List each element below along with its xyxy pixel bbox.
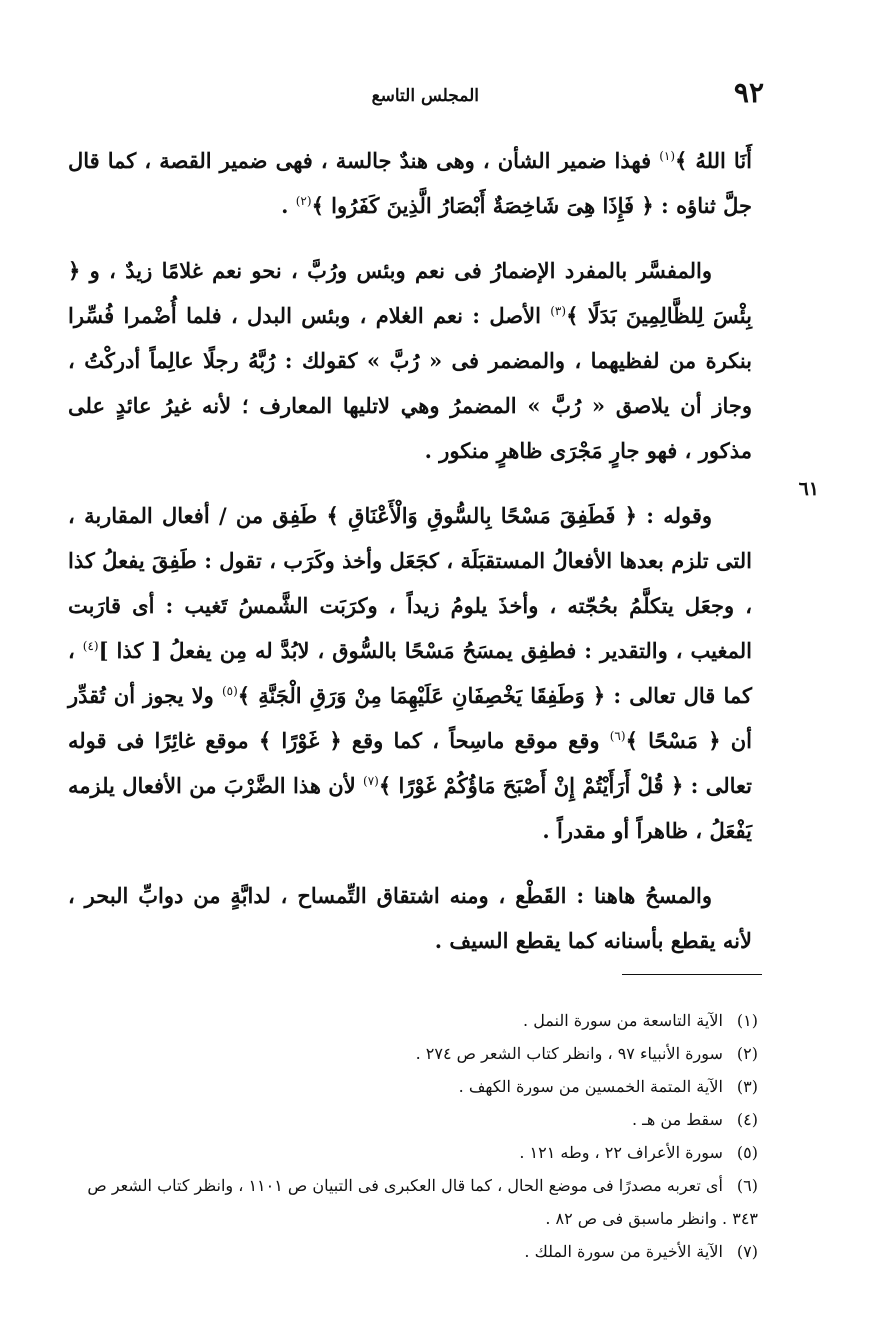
paragraph-2 <box>68 248 752 473</box>
footnote-text: سورة الأنبياء ٩٧ ، وانظر كتاب الشعر ص ٢٧٤ . <box>415 1044 723 1063</box>
footnote-number: (٢) <box>736 1044 758 1063</box>
footnote-text: سقط من هـ . <box>632 1110 723 1129</box>
footnote-ref: (٥) <box>221 684 238 698</box>
paragraph-text: الأصل : نعم الغلام ، وبئس البدل ، فلما أُضْمرا فُسِّرا بنكرة من لفظيهما ، والمضمر فى « رُبَّ » كقولك : رُبَّهُ رجلًا عالِماً أدركْتُ ، وجاز أن يلاصق « رُبَّ » المضمرُ وهي لاتليها المعارف ؛ لأنه غيرُ عائدٍ على مذكور ، فهو جارٍ مَجْرَى ظاهرٍ منكور . <box>68 303 752 463</box>
footnote-ref: (٧) <box>363 774 379 788</box>
footnote-number: (١) <box>736 1011 758 1030</box>
footnote-ref: (١) <box>659 149 676 163</box>
footnote-number: (٦) <box>736 1176 758 1195</box>
footnote-text: أى تعربه مصدرًا فى موضع الحال ، كما قال العكبرى فى التبيان ص ١١٠١ ، وانظر كتاب الشعر ص ٣٤٣ . وانظر ماسبق فى ص ٨٢ . <box>87 1176 758 1228</box>
footnote-7 <box>68 1235 758 1268</box>
footnote-number: (٣) <box>736 1077 758 1096</box>
footnote-text: سورة الأعراف ٢٢ ، وطه ١٢١ . <box>519 1143 723 1162</box>
paragraph-1 <box>68 138 752 228</box>
paragraph-text: وقوله : ﴿ فَطَفِقَ مَسْحًا بِالسُّوقِ وَالْأَعْنَاقِ ﴾ طَفِق من / أفعال المقاربة ، التى تلزم بعدها الأفعالُ المستقبَلَة ، كجَعَل وأخذ وكَرَب ، تقول : طَفِقَ يفعلُ كذا ، وجعَل يتكلَّمُ بحُجّته ، وأخذَ يلومُ زيداً ، وكرَبَت الشَّمسُ تَغيب : أى قارَبت المغيب ، والتقدير : فطفِق يمسَحُ مَسْحًا بالسُّوق ، لابُدَّ له مِن يفعلُ [ كذا ] <box>68 503 752 663</box>
footnote-2 <box>68 1037 758 1070</box>
body-text <box>68 138 752 963</box>
footnote-text: الآية المتمة الخمسين من سورة الكهف . <box>458 1077 723 1096</box>
page-number: ٩٢ <box>733 76 764 109</box>
footnote-number: (٤) <box>736 1110 758 1129</box>
footnote-6 <box>68 1169 758 1235</box>
footnote-number: (٧) <box>736 1242 758 1261</box>
footnote-text: الآية الأخيرة من سورة الملك . <box>524 1242 723 1261</box>
footnote-ref: (٦) <box>609 729 626 743</box>
footnote-ref: (٤) <box>82 639 99 653</box>
footnote-3 <box>68 1070 758 1103</box>
page-header <box>64 76 764 116</box>
footnote-5 <box>68 1136 758 1169</box>
margin-folio-note: ٦١ <box>798 478 819 500</box>
paragraph-text: ولا يجوز أن تُقدِّر أن ﴿ مَسْحًا ﴾ <box>68 683 752 753</box>
footnote-divider <box>622 974 762 975</box>
paragraph-text: أَنَا اللهُ ﴾ <box>675 148 753 173</box>
footnote-number: (٥) <box>736 1143 758 1162</box>
paragraph-text: لأن هذا الضَّرْبَ من الأفعال يلزمه يَفْعَلُ ، ظاهراً أو مقدراً . <box>68 773 752 843</box>
footnote-4 <box>68 1103 758 1136</box>
footnote-ref: (٢) <box>295 194 312 208</box>
footnotes <box>68 1004 758 1268</box>
footnote-ref: (٣) <box>550 304 567 318</box>
paragraph-text: ، كما قال تعالى : ﴿ وَطَفِقَا يَخْصِفَانِ عَلَيْهِمَا مِنْ وَرَقِ الْجَنَّةِ ﴾ <box>68 638 753 708</box>
paragraph-text: . <box>281 193 296 218</box>
paragraph-text: وقع موقع ماسِحاً ، كما وقع ﴿ غَوْرًا ﴾ موقع غائِرًا فى قوله تعالى : ﴿ قُلْ أَرَأَيْتُمْ إِنْ أَصْبَحَ مَاؤُكُمْ غَوْرًا ﴾ <box>68 728 752 798</box>
footnote-text: الآية التاسعة من سورة النمل . <box>523 1011 723 1030</box>
footnote-1 <box>68 1004 758 1037</box>
paragraph-text: فهذا ضمير الشأن ، وهى هندٌ جالسة ، فهى ضمير القصة ، كما قال جلَّ ثناؤه : ﴿ فَإِذَا هِىَ شَاخِصَةٌ أَبْصَارُ الَّذِينَ كَفَرُوا ﴾ <box>68 148 752 218</box>
running-head: المجلس التاسع <box>371 86 479 106</box>
paragraph-3 <box>68 493 752 853</box>
paragraph-4: والمسحُ هاهنا : القَطْع ، ومنه اشتقاق التِّمساح ، لدابَّةٍ من دوابِّ البحر ، لأنه يقطع بأسنانه كما يقطع السيف . <box>68 883 752 953</box>
paragraph-text: والمفسَّر بالمفرد الإضمارُ فى نعم وبئس ورُبَّ ، نحو نعم غلامًا زيدٌ ، و ﴿ بِئْسَ لِلظَّالِمِينَ بَدَلًا ﴾ <box>68 258 752 328</box>
